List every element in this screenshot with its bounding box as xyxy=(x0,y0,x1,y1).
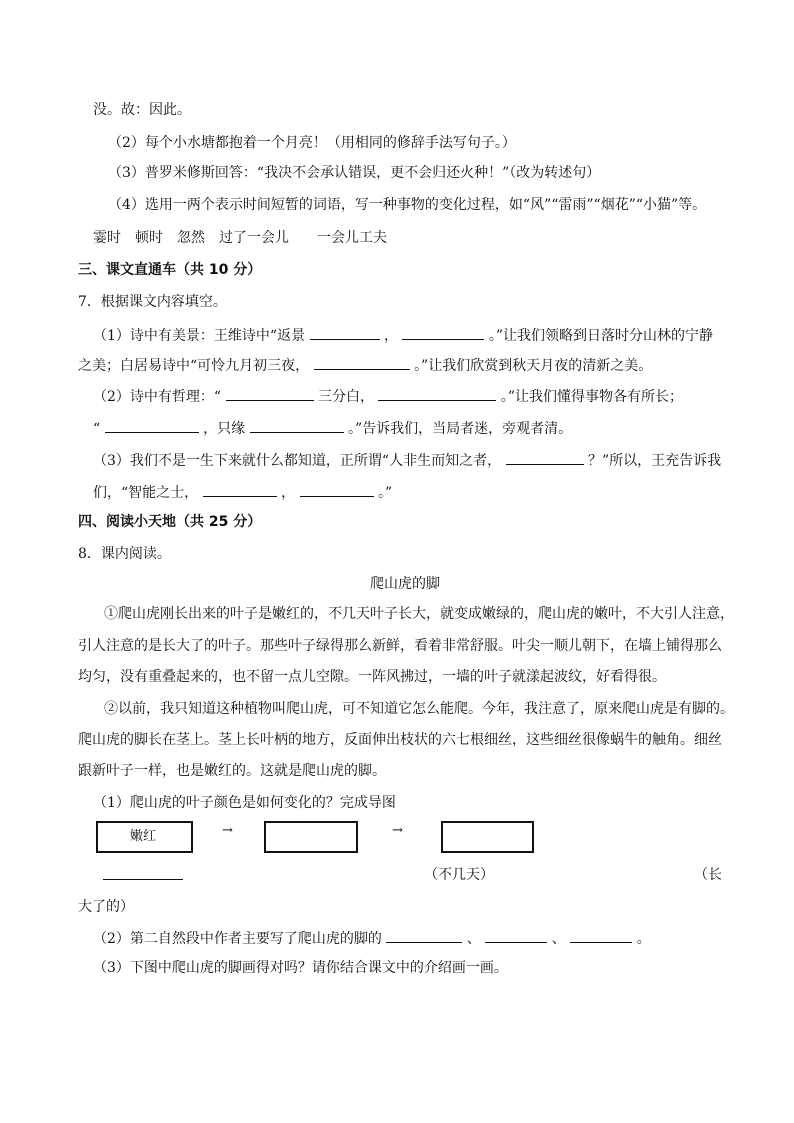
text: 之美；白居易诗中“可怜九月初三夜， xyxy=(78,358,310,374)
para2-line2: 爬山虎的脚长在茎上。茎上长叶柄的地方，反面伸出枝状的六七根细丝，这些细丝很像蜗牛的触角。细丝 xyxy=(78,732,722,748)
text: 、 xyxy=(551,931,566,947)
q6-part4: （4）选用一两个表示时间短暂的词语，写一种事物的变化过程，如“风”“雷雨”“烟花”“小猫”等。 xyxy=(108,197,707,213)
blank-11[interactable] xyxy=(103,865,183,880)
passage-title: 爬山虎的脚 xyxy=(370,576,440,592)
q8-title: 8．课内阅读。 xyxy=(78,546,171,562)
blank-10[interactable] xyxy=(300,482,374,497)
para2-line3: 跟新叶子一样，也是嫩红的。这就是爬山虎的脚。 xyxy=(78,763,386,779)
q6-part3: （3）普罗米修斯回答：“我决不会承认错误，更不会归还火种！”（改为转述句） xyxy=(108,165,601,181)
section-3-title: 三、课文直通车（共 10 分） xyxy=(78,262,262,278)
text: 。”告诉我们，当局者迷，旁观者清。 xyxy=(347,421,573,437)
text: 。 xyxy=(636,931,651,947)
para1-line3: 均匀，没有重叠起来的，也不留一点儿空隙。一阵风拂过，一墙的叶子就漾起波纹，好看得很。 xyxy=(78,669,666,685)
text: 。”让我们懂得事物各有所长； xyxy=(500,389,684,405)
text: 。”让我们欣赏到秋天月夜的清新之美。 xyxy=(414,358,653,374)
arrow-icon: → xyxy=(392,823,403,838)
text: （2）第二自然段中作者主要写了爬山虎的脚的 xyxy=(93,931,382,947)
text: 三分白， xyxy=(317,389,374,405)
text: 。” xyxy=(377,485,393,501)
color-box-2[interactable] xyxy=(264,821,358,853)
blank-1[interactable] xyxy=(310,325,380,340)
blank-9[interactable] xyxy=(203,482,277,497)
q8-sub3: （3）下图中爬山虎的脚画得对吗？请你结合课文中的介绍画一画。 xyxy=(93,960,508,976)
blank-3[interactable] xyxy=(314,355,410,370)
text: 、 xyxy=(466,931,481,947)
label-few-days: （不几天） xyxy=(424,867,494,883)
text: “ xyxy=(93,421,101,437)
blank-6[interactable] xyxy=(105,418,199,433)
text: （3）我们不是一生下来就什么都知道，正所谓“人非生而知之者， xyxy=(93,453,502,469)
q7-part2-line2 xyxy=(93,418,572,439)
para1-line2: 引人注意的是长大了的叶子。那些叶子绿得那么新鲜，看着非常舒服。叶尖一顺儿朝下，在墙上铺得那么 xyxy=(78,638,722,654)
q6-part2: （2）每个小水塘都抱着一个月亮！（用相同的修辞手法写句子。） xyxy=(108,135,516,151)
para1-line1: ①爬山虎刚长出来的叶子是嫩红的，不几天叶子长大，就变成嫩绿的，爬山虎的嫩叶，不大引人注意， xyxy=(104,606,734,622)
text: ，只缘 xyxy=(203,421,246,437)
label-grown-part2: 大了的） xyxy=(78,899,134,915)
text: ， xyxy=(383,328,398,344)
section-4-title: 四、阅读小天地（共 25 分） xyxy=(78,514,262,530)
answer-note: 没。故：因此。 xyxy=(93,102,191,118)
label-grown-part1: （长 xyxy=(694,867,722,883)
text: 们，“智能之士， xyxy=(93,485,199,501)
word-bank: 霎时 顿时 忽然 过了一会儿 一会儿工夫 xyxy=(93,230,387,246)
q8-sub2 xyxy=(93,928,651,949)
q7-part1-line2 xyxy=(78,355,652,376)
answer-line[interactable] xyxy=(103,865,183,886)
blank-4[interactable] xyxy=(226,386,314,401)
q8-sub1: （1）爬山虎的叶子颜色是如何变化的？完成导图 xyxy=(93,795,396,811)
q7-part2-line1 xyxy=(93,386,683,407)
q7-part3-line1 xyxy=(93,450,721,471)
color-box-3[interactable] xyxy=(441,821,534,853)
blank-7[interactable] xyxy=(250,418,344,433)
q7-title: 7．根据课文内容填空。 xyxy=(78,294,227,310)
arrow-icon: → xyxy=(222,823,233,838)
blank-14[interactable] xyxy=(570,928,632,943)
blank-5[interactable] xyxy=(378,386,496,401)
color-box-1: 嫩红 xyxy=(96,821,193,853)
q7-part1-line1 xyxy=(93,325,713,346)
blank-2[interactable] xyxy=(402,325,484,340)
blank-12[interactable] xyxy=(386,928,462,943)
text: 。”让我们领略到日落时分山林的宁静 xyxy=(488,328,714,344)
blank-13[interactable] xyxy=(485,928,547,943)
blank-8[interactable] xyxy=(506,450,584,465)
text: ， xyxy=(281,485,296,501)
text: ？”所以，王充告诉我 xyxy=(587,453,722,469)
text: （1）诗中有美景：王维诗中“返景 xyxy=(93,328,306,344)
para2-line1: ②以前，我只知道这种植物叫爬山虎，可不知道它怎么能爬。今年，我注意了，原来爬山虎是有脚的。 xyxy=(104,701,734,717)
q7-part3-line2 xyxy=(93,482,392,503)
text: （2）诗中有哲理：“ xyxy=(93,389,222,405)
